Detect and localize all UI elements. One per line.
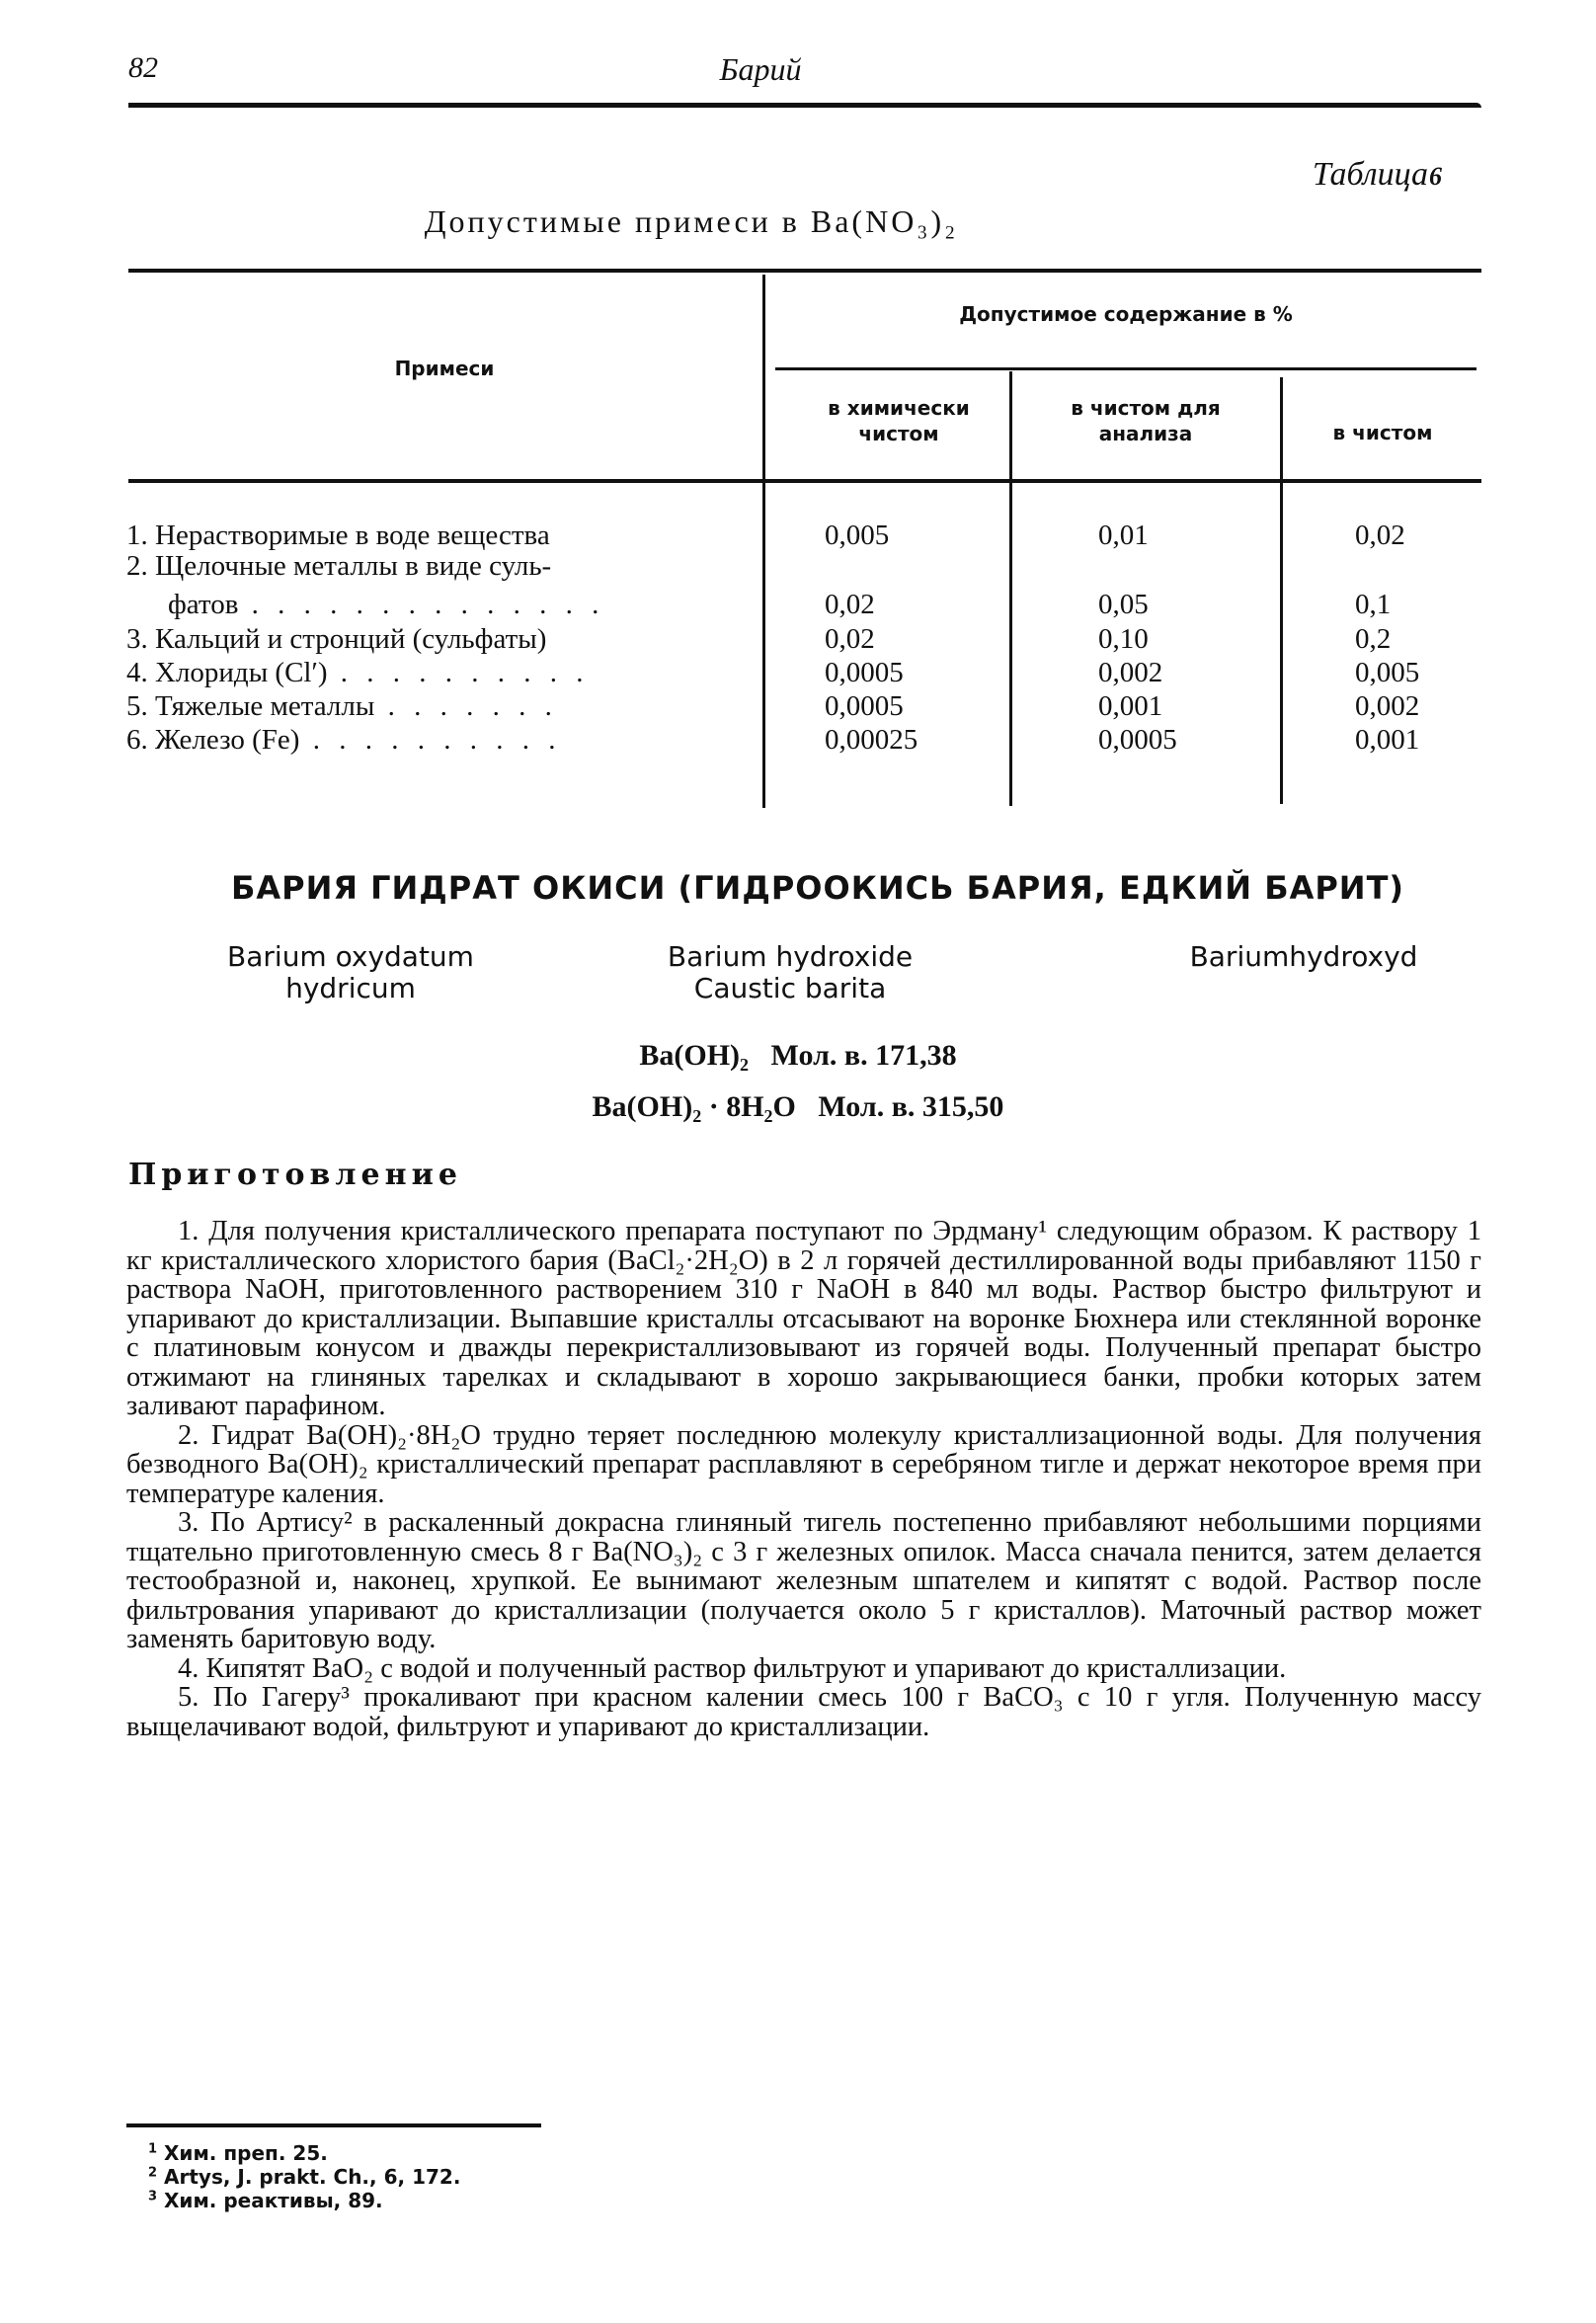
table-group-rule	[775, 367, 1476, 370]
english-name-line-2: Caustic barita	[693, 972, 887, 1004]
table-header-rule	[128, 479, 1481, 483]
footnote-mark: 3	[148, 2189, 158, 2204]
table-cell: 0,005	[825, 520, 890, 551]
english-name	[612, 941, 968, 1004]
table-row-label: 1. Нерастворимые в воде вещества	[126, 520, 550, 551]
english-name-line-1: Barium hydroxide	[667, 940, 914, 973]
preparation-paragraph-2: 2. Гидрат Ba(OH)₂·8H₂O трудно теряет последнюю молекулу кристаллизационной воды. Для получения безводного Ba(OH)₂ кристаллический препарат расплавляют в серебряном тигле и держат некоторое время при температуре каления.	[126, 1419, 1481, 1509]
table-cell: 0,002	[1355, 690, 1420, 722]
table-cell: 0,02	[825, 589, 875, 620]
footnote-rule	[126, 2123, 541, 2127]
table-divider-1	[762, 275, 765, 808]
preparation-paragraph-3: 3. По Артису² в раскаленный докрасна глиняный тигель постепенно прибавляют небольшими порциями тщательно приготовленную смесь 8 г Ba(NO₃)₂ с 3 г железных опилок. Масса сначала пенится, затем делается тестообразной и, наконец, хрупкой. Ее вынимают железным шпателем и кипятят с водой. Раствор после фильтрования упаривают до кристаллизации (получается около 5 г кристаллов). Маточный раствор может заменять баритовую воду.	[126, 1507, 1481, 1654]
table-cell: 0,005	[1355, 657, 1420, 688]
table-cell: 0,002	[1098, 657, 1163, 688]
table-cell: 0,0005	[1098, 724, 1177, 756]
formula-anhydrous: Ba(OH)₂ Мол. в. 171,38	[639, 1039, 957, 1072]
table-cell: 0,0005	[825, 690, 904, 722]
table-cell: 0,001	[1355, 724, 1420, 756]
header-pure: в чистом	[1332, 421, 1433, 444]
preparation-paragraph-1: 1. Для получения кристаллического препарата поступают по Эрдману¹ следующим образом. К раствору 1 кг кристаллического хлористого бария (BaCl₂·2H₂O) в 2 л горячей дестиллированной воды прибавляют 1150 г раствора NaOH, приготовленного растворением 310 г NaOH в 840 мл воды. Раствор быстро фильтруют и упаривают до кристаллизации. Выпавшие кристаллы отсасывают на воронке Бюхнера или стеклянной воронке с платиновым конусом и дважды перекристаллизовывают из горячей воды. Полученный препарат быстро отжимают на глиняных тарелках и складывают в хорошо закрывающиеся банки, пробки которых затем заливают парафином.	[126, 1216, 1481, 1421]
table-row-label: 4. Хлориды (Cl′) . . . . . . . . . .	[126, 657, 590, 688]
table-title: Допустимые примеси в Ba(NO₃)₂	[424, 203, 959, 239]
footnote-text: Artys, J. prakt. Ch., 6, 172.	[164, 2165, 461, 2189]
table-cell: 0,01	[1098, 520, 1149, 551]
table-label: Таблица	[1312, 156, 1428, 193]
table-divider-2	[1009, 371, 1012, 806]
latin-name-line-1: Barium oxydatum	[227, 940, 474, 973]
table-cell: 0,2	[1355, 623, 1392, 655]
table-divider-3	[1280, 377, 1283, 804]
table-row-label: 5. Тяжелые металлы . . . . . . .	[126, 690, 558, 722]
table-row-label: 3. Кальций и стронций (сульфаты)	[126, 623, 547, 655]
footnote-mark: 2	[148, 2165, 158, 2181]
footnote-mark: 1	[148, 2141, 158, 2157]
latin-name-line-2: hydricum	[285, 972, 416, 1004]
formula-octahydrate: Ba(OH)₂ · 8H₂O Мол. в. 315,50	[592, 1090, 1004, 1123]
table-cell: 0,02	[1355, 520, 1405, 551]
table-cell: 0,10	[1098, 623, 1149, 655]
footnote	[148, 2141, 460, 2165]
footnote	[148, 2165, 460, 2189]
table-cell: 0,00025	[825, 724, 918, 756]
page-number: 82	[128, 51, 158, 84]
header-analytical: в чистом для анализа	[1071, 396, 1221, 445]
footnotes	[148, 2141, 460, 2212]
table-row-label: 6. Железо (Fe) . . . . . . . . . .	[126, 724, 562, 756]
table-top-rule	[128, 269, 1481, 273]
preparation-paragraph-5: 5. По Гагеру³ прокаливают при красном калении смесь 100 г BaCO₃ с 10 г угля. Полученную массу выщелачивают водой, фильтруют и упаривают до кристаллизации.	[126, 1682, 1481, 1742]
header-allowed-content: Допустимое содержание в %	[959, 302, 1293, 326]
preparation-paragraph-4: 4. Кипятят BaO₂ с водой и полученный раствор фильтруют и упаривают до кристаллизации.	[178, 1652, 1287, 1684]
preparation-body	[126, 1217, 1481, 1741]
table-cell: 0,05	[1098, 589, 1149, 620]
footnote-text: Хим. преп. 25.	[164, 2141, 328, 2165]
preparation-heading: Приготовление	[128, 1158, 462, 1192]
latin-name	[168, 941, 533, 1004]
footnote-text: Хим. реактивы, 89.	[164, 2189, 383, 2212]
german-name: Bariumhydroxyd	[1189, 940, 1418, 973]
footnote	[148, 2189, 460, 2212]
table-number: 6	[1429, 162, 1442, 191]
table-row-label-cont: фатов . . . . . . . . . . . . . .	[168, 589, 605, 620]
substance-title: БАРИЯ ГИДРАТ ОКИСИ (ГИДРООКИСЬ БАРИЯ, ЕДКИЙ БАРИТ)	[230, 869, 1405, 907]
table-cell: 0,02	[825, 623, 875, 655]
header-impurity: Примеси	[394, 357, 495, 380]
table-cell: 0,1	[1355, 589, 1392, 620]
header-chem-pure: в химически чистом	[828, 396, 970, 445]
table-cell: 0,0005	[825, 657, 904, 688]
header-rule	[128, 103, 1481, 108]
table-cell: 0,001	[1098, 690, 1163, 722]
running-title: Барий	[719, 51, 802, 87]
table-row-label: 2. Щелочные металлы в виде суль-	[126, 550, 552, 582]
